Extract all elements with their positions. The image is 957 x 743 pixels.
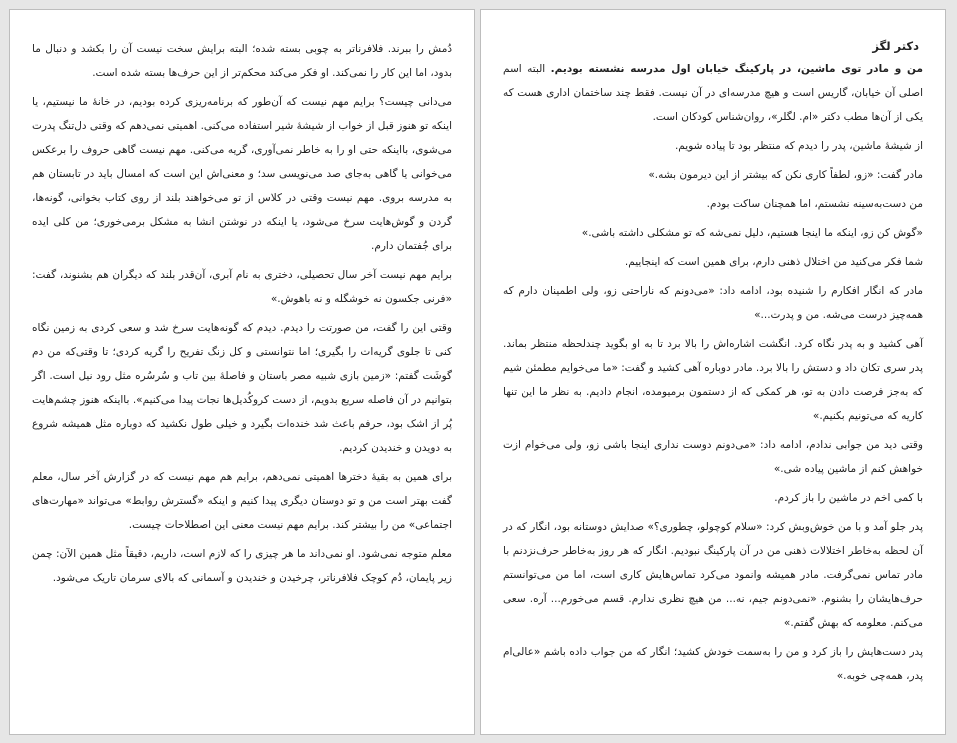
opening-paragraph [503,57,923,129]
paragraph: دُمش را ببرند. فلافرناتر به چوبی بسته شده؛ البته برایش سخت نیست آن را بکشد و دنبال ما بدود، اما این کار را نمی‌کند. او فکر می‌کند محکم‌تر از این حرف‌ها بسته شده است. [32,43,452,79]
paragraph: آهی کشید و به پدر نگاه کرد. انگشت اشاره‌اش را بالا برد تا به او بگوید چندلحظه منتظر بماند. پدر سری تکان داد و دستش را بالا برد. مادر دوباره آهی کشید و گفت: «ما می‌خوایم مطمئن شیم که به‌جز فرصت دادن به تو، هر کمکی که از دستمون برمیومده، انجام دادیم. به نظر ما این تنها کاریه که می‌تونیم بکنیم.» [503,338,923,422]
paragraph: برایم مهم نیست آخر سال تحصیلی، دختری به نام آبری، آن‌قدر بلند که دیگران هم بشنوند، گفت: «فرنی جکسون نه خوشگله و نه باهوش.» [32,269,452,305]
opening-sentence: من و مادر توی ماشین، در پارکینگ خیابان اول مدرسه نشسته بودیم. [550,63,923,75]
paragraph: معلم متوجه نمی‌شود. او نمی‌داند ما هر چیزی را که لازم است، داریم، دقیقاً مثل همین الآن: چمن زیر پایمان، دُم کوچک فلافرناتر، چرخیدن و خندیدن و آسمانی که بالای سرمان تاریک می‌شود. [32,548,452,584]
paragraph: پدر دست‌هایش را باز کرد و من را به‌سمت خودش کشید؛ انگار که من جواب داده باشم «عالی‌ام پدر، همه‌چی خوبه.» [503,646,923,682]
paragraph: «گوش کن زو، اینکه ما اینجا هستیم، دلیل نمی‌شه که تو مشکلی داشته باشی.» [581,227,923,239]
paragraph: وقتی دید من جوابی ندادم، ادامه داد: «می‌دونم دوست نداری اینجا باشی زو، ولی می‌خوام ازت خواهش کنم از ماشین پیاده شی.» [503,439,923,475]
right-page [480,9,946,735]
right-page-text [481,10,945,688]
left-page-text [10,10,474,590]
paragraph: من دست‌به‌سینه نشستم، اما همچنان ساکت بودم. [706,198,923,210]
paragraph: پدر جلو آمد و با من خوش‌وبش کرد: «سلام کوچولو، چطوری؟» صدایش دوستانه بود، انگار که در آن لحظه به‌خاطر اختلالات ذهنی من در آن پارکینگ نبودیم. انگار که هر روز به‌خاطر حرف‌نزدنم با مادر تماس نمی‌گرفت. مادر همیشه وانمود می‌کرد تماس‌هایش کاری است، اما من می‌توانستم حرف‌هایشان را بشنوم. «نمی‌دونم جیم، نه... من هیچ نظری ندارم. قسم می‌خورم... آره. سعی می‌کنم. معلومه که بهش گفتم.» [503,521,923,629]
left-page [9,9,475,735]
paragraph: مادر گفت: «زو، لطفاً کاری نکن که بیشتر از این دیرمون بشه.» [648,169,923,181]
paragraph: از شیشهٔ ماشین، پدر را دیدم که منتظر بود تا پیاده شویم. [674,140,923,152]
paragraph: وقتی این را گفت، من صورتت را دیدم. دیدم که گونه‌هایت سرخ شد و سعی کردی به زمین نگاه کنی تا جلوی گریه‌ات را بگیری؛ اما نتوانستی و کل زنگ تفریح را گریه کردی؛ تا وقتی‌که من دم گوشَت گفتم: «زمین بازی شبیه مصر باستان و فاصلهٔ بین تاب و سُرسُره مثل رود نیل است. اگر بتوانیم در آن فاصله سریع بدویم، از دست کروکُدیل‌ها نجات پیدا می‌کنیم». بااینکه هنوز چشم‌هایت پُر از اشک بود، حرفم باعث شد خنده‌ات بگیرد و خیلی طول نکشید که دوباره مثل همیشه شروع به دویدن و خندیدن کردیم. [32,322,452,454]
paragraph: مادر که انگار افکارم را شنیده بود، ادامه داد: «می‌دونم که ناراحتی زو، ولی اطمینان دارم که همه‌چیز درست می‌شه. من و پدرت...» [503,285,923,321]
paragraph: با کمی اخم در ماشین را باز کردم. [774,492,923,504]
paragraph: می‌دانی چیست؟ برایم مهم نیست که آن‌طور که برنامه‌ریزی کرده بودیم، در خانهٔ ما نیستیم، یا اینکه تو هنوز قبل از خواب از شیشهٔ شیر استفاده می‌کنی. اهمیتی نمی‌دهم که وقتی دل‌تنگ پدرت می‌شوی، بااینکه حتی او را به خاطر نمی‌آوری، گریه می‌کنی. مهم نیست گاهی حروف را برعکس می‌خوانی یا گاهی به‌جای صد می‌نویسی سد؛ و معنی‌اش این است که امسال باید در تابستان هم به مدرسه بروی. مهم نیست وقتی در کلاس از تو می‌خواهند بلند از روی کتاب بخوانی، گونه‌ها، گردن و گوش‌هایت سرخ می‌شود، یا اینکه در نوشتن انشا به مشکل برمی‌خوری؛ من کلی ایده برای جُفتمان دارم. [32,96,452,252]
paragraph: برای همین به بقیهٔ دخترها اهمیتی نمی‌دهم، برایم هم مهم نیست که در گزارش آخر سال، معلم گفت بهتر است من و تو دوستان دیگری پیدا کنیم و اینکه «گسترش روابط» می‌تواند «مهارت‌های اجتماعی» من را بیشتر کند. برایم مهم نیست معنی این اصطلاحات چیست. [32,471,452,531]
chapter-title: دکتر لگز [872,39,919,53]
paragraph: شما فکر می‌کنید من اختلال ذهنی دارم، برای همین است که اینجاییم. [624,256,923,268]
opening-paragraph-rest: البته اسم اصلی آن خیابان، گاریس است و هیچ مدرسه‌ای در آن نیست. فقط چند ساختمان اداری هست که یکی از آن‌ها مطب دکتر «ام. لگلر»، روان‌شناس کودکان است. [503,63,923,123]
